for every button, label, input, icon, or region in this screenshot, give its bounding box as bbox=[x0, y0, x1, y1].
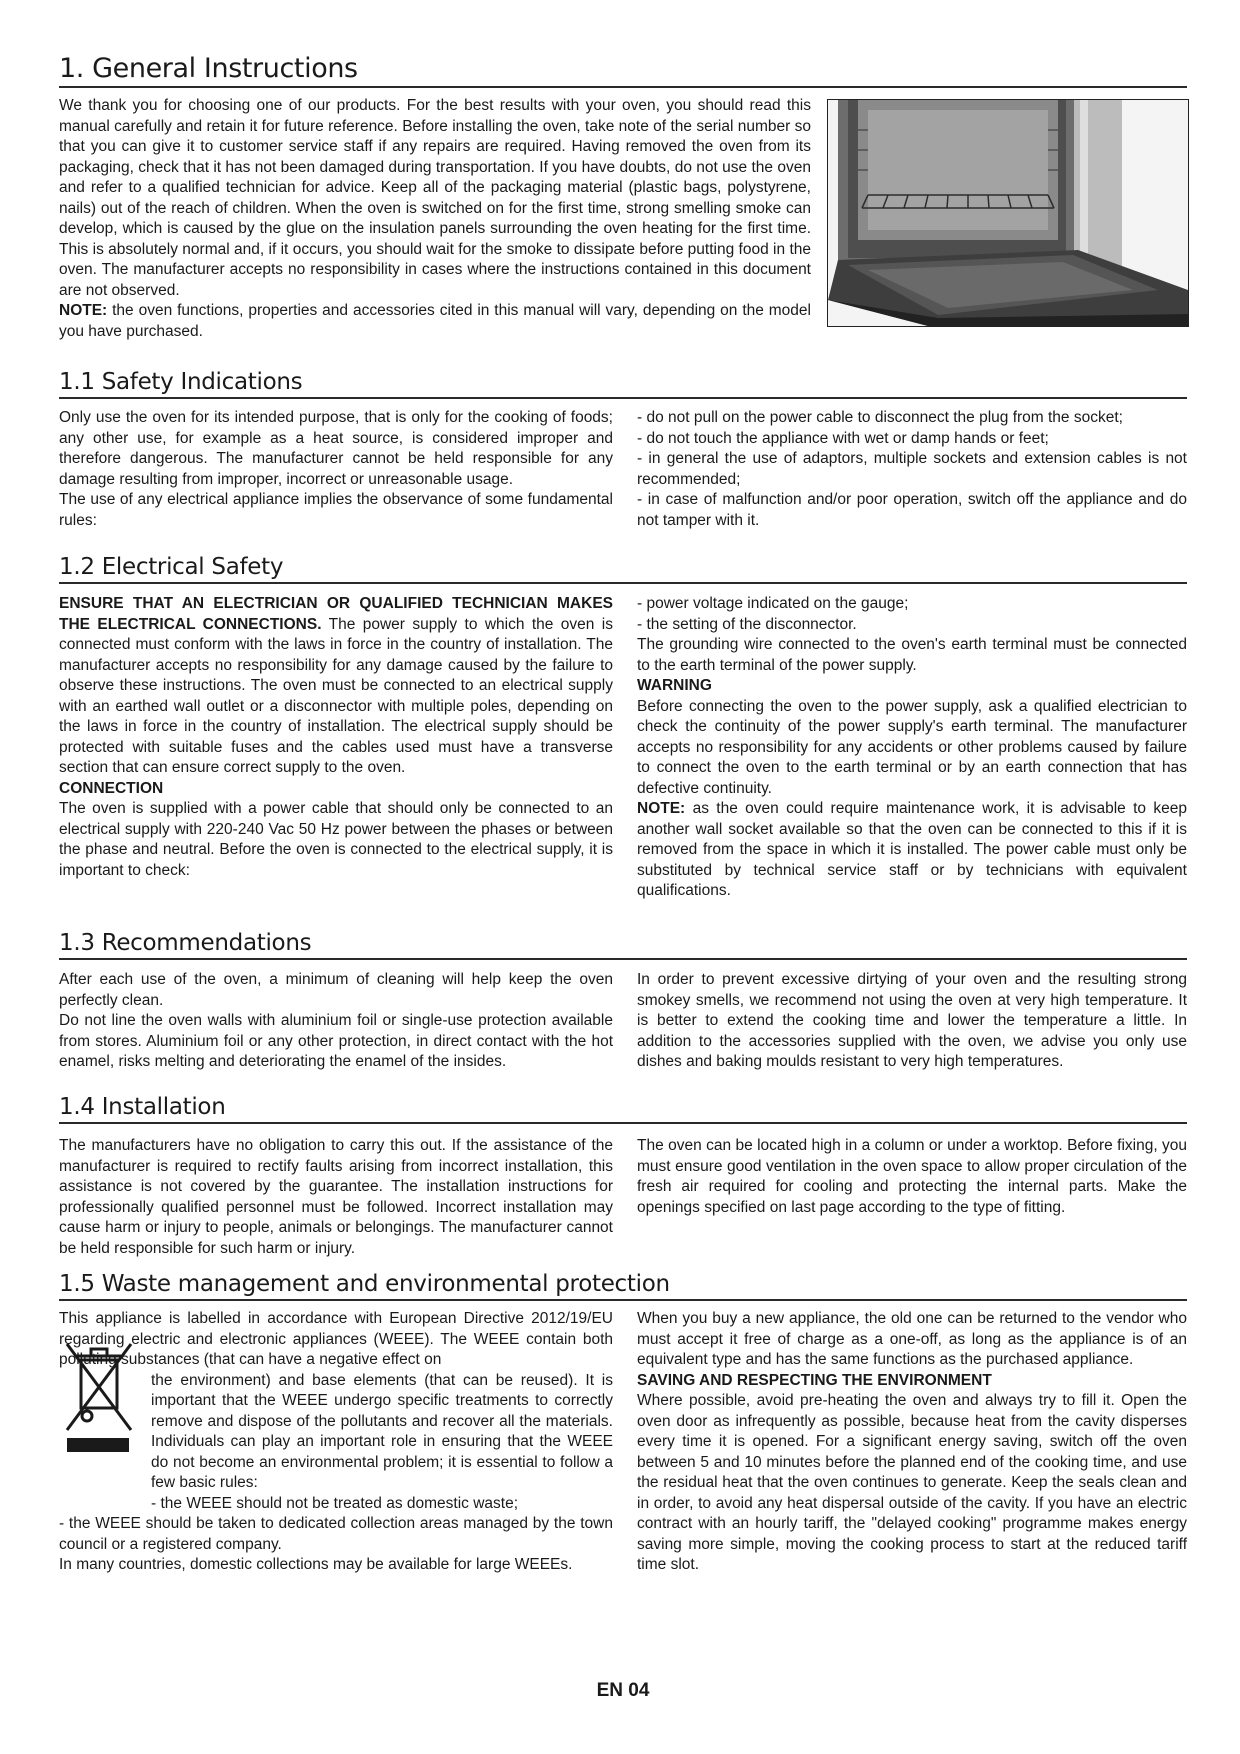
general-instructions-text bbox=[59, 96, 811, 342]
electrical-lead-bold: ENSURE THAT AN ELECTRICIAN OR QUALIFIED TECHNICIAN MAKES THE ELECTRICAL CONNECTIONS. bbox=[59, 595, 613, 633]
recommendations-right-column bbox=[637, 970, 1187, 1073]
note-label: NOTE: bbox=[637, 800, 686, 817]
safety-rule: - in case of malfunction and/or poor operation, switch off the appliance and do not tamper with it. bbox=[637, 491, 1187, 529]
recommendations-left-column bbox=[59, 970, 613, 1073]
grounding-text: The grounding wire connected to the oven's earth terminal must be connected to the earth terminal of the power supply. bbox=[637, 636, 1187, 674]
waste-left-top: This appliance is labelled in accordance with European Directive 2012/19/EU regarding electric and electronic appliances (WEEE). The WEEE contain both polluting substances (that can have a negative effect on bbox=[59, 1310, 613, 1368]
waste-heading: 1.5 Waste management and environmental protection bbox=[59, 1269, 1187, 1301]
connection-text: The oven is supplied with a power cable that should only be connected to an electrical supply with 220-240 Vac 50 Hz power between the phases or between the phase and neutral. Before the oven is connected to the electrical supply, it is important to check: bbox=[59, 800, 613, 879]
weee-crossed-bin-icon bbox=[59, 1336, 137, 1454]
note-text: the oven functions, properties and accessories cited in this manual will vary, depending on the model you have purchased. bbox=[59, 302, 811, 340]
electrical-right-column bbox=[637, 594, 1187, 902]
warning-label: WARNING bbox=[637, 677, 712, 694]
check-item: - power voltage indicated on the gauge; bbox=[637, 595, 909, 612]
safety-rule: - in general the use of adaptors, multiple sockets and extension cables is not recommended; bbox=[637, 450, 1187, 488]
waste-right-p2: Where possible, avoid pre-heating the oven and always try to fill it. Open the oven door as infrequently as possible, because heat from the cavity disperses every time it is opened. For a significant energy saving, switch off the oven between 5 and 10 minutes before the planned end of the cooking time, and use the residual heat that the oven continues to generate. Keep the seals clean and in order, to avoid any heat dispersal outside of the cavity. If you have an electric contract with an hourly tariff, the "delayed cooking" programme makes energy saving more simple, moving the cooking process to start at the reduced tariff time slot. bbox=[637, 1392, 1187, 1573]
installation-right-column bbox=[637, 1136, 1187, 1218]
oven-illustration bbox=[827, 99, 1189, 327]
electrical-note bbox=[637, 799, 1187, 902]
waste-rule: - the WEEE should not be treated as domestic waste; bbox=[151, 1494, 519, 1512]
installation-left-column bbox=[59, 1136, 613, 1259]
check-item: - the setting of the disconnector. bbox=[637, 615, 857, 633]
connection-label: CONNECTION bbox=[59, 779, 164, 797]
waste-left-wrap: the environment) and base elements (that can be reused). It is important that the WEEE undergo specific treatments to correctly remove and dispose of the pollutants and recover all the materials. Individuals can play an important role in ensuring that the WEEE do not become an environmental problem; it is essential to follow a few basic rules: bbox=[151, 1371, 613, 1491]
safety-right-column bbox=[637, 408, 1187, 531]
safety-left-p2: The use of any electrical appliance implies the observance of some fundamental rules: bbox=[59, 491, 613, 529]
waste-right-column bbox=[637, 1309, 1187, 1576]
recommendations-left-p2: Do not line the oven walls with aluminium foil or single-use protection available from stores. Aluminium foil or any other protection, in direct contact with the hot enamel, risks melting and deteriorating the enamel of the insides. bbox=[59, 1012, 613, 1070]
electrical-lead-text: The power supply to which the oven is connected must conform with the laws in force in the country of installation. The manufacturer accepts no responsibility for any damage caused by the failure to observe these instructions. The oven must be connected to an electrical supply with an earthed wall outlet or a disconnector with multiple poles, depending on the laws in force in the country of installation. The electrical supply should be protected with suitable fuses and the cables used must have a transverse section that can ensure correct supply to the oven. bbox=[59, 615, 613, 776]
installation-heading: 1.4 Installation bbox=[59, 1092, 1187, 1124]
electrical-left-column bbox=[59, 594, 613, 881]
electrical-lead bbox=[59, 594, 613, 779]
installation-left-text: The manufacturers have no obligation to carry this out. If the assistance of the manufacturer is required to rectify faults arising from incorrect installation, this assistance is not covered by the guarantee. The installation instructions for professionally qualified personnel must be followed. Incorrect installation may cause harm or injury to people, animals or belongings. The manufacturer cannot be held responsible for such harm or injury. bbox=[59, 1137, 613, 1257]
safety-heading: 1.1 Safety Indications bbox=[59, 367, 1187, 399]
safety-rule: - do not touch the appliance with wet or damp hands or feet; bbox=[637, 429, 1049, 447]
weee-symbol bbox=[59, 1336, 137, 1454]
general-note bbox=[59, 301, 811, 342]
waste-rule: - the WEEE should be taken to dedicated collection areas managed by the town council or a registered company. bbox=[59, 1515, 613, 1553]
electrical-heading: 1.2 Electrical Safety bbox=[59, 552, 1187, 584]
saving-label: SAVING AND RESPECTING THE ENVIRONMENT bbox=[637, 1371, 992, 1389]
waste-right-p1: When you buy a new appliance, the old one can be returned to the vendor who must accept it free of charge as a one-off, as long as the appliance is of an equivalent type and has the same functions as the purchased appliance. bbox=[637, 1310, 1187, 1368]
page-title: 1. General Instructions bbox=[59, 52, 1187, 88]
waste-left-last: In many countries, domestic collections may be available for large WEEEs. bbox=[59, 1556, 573, 1573]
recommendations-right-text: In order to prevent excessive dirtying of your oven and the resulting strong smokey smells, we recommend not using the oven at very high temperature. It is better to extend the cooking time and lower the temperature a little. In addition to the accessories supplied with the oven, we advise you only use dishes and baking moulds resistant to very high temperatures. bbox=[637, 971, 1187, 1070]
page-number: EN 04 bbox=[596, 1680, 650, 1701]
oven-drawing bbox=[828, 100, 1188, 326]
installation-right-text: The oven can be located high in a column or under a worktop. Before fixing, you must ensure good ventilation in the oven space to allow proper circulation of the fresh air required for cooling and protecting the internal parts. Make the openings specified on last page according to the type of fitting. bbox=[637, 1137, 1187, 1216]
note-text: as the oven could require maintenance work, it is advisable to keep another wall socket available so that the oven can be connected to this if it is removed from the space in which it is installed. The power cable must only be substituted by technical service staff or by technicians with equivalent qualifications. bbox=[637, 800, 1187, 899]
recommendations-left-p1: After each use of the oven, a minimum of cleaning will help keep the oven perfectly clean. bbox=[59, 971, 613, 1009]
safety-left-column bbox=[59, 408, 613, 531]
note-label: NOTE: bbox=[59, 302, 108, 319]
warning-text: Before connecting the oven to the power supply, ask a qualified electrician to check the continuity of the power supply's earth terminal. The manufacturer accepts no responsibility for any accidents or other problems caused by failure to connect the oven to the earth terminal or by an earth connection that has defective continuity. bbox=[637, 697, 1187, 797]
recommendations-heading: 1.3 Recommendations bbox=[59, 928, 1187, 960]
general-paragraph: We thank you for choosing one of our products. For the best results with your oven, you should read this manual carefully and retain it for future reference. Before installing the oven, take note of the serial number so that you can give it to customer service staff if any repairs are required. Having removed the oven from its packaging, check that it has not been damaged during transportation. If you have doubts, do not use the oven and refer to a qualified technician for advice. Keep all of the packaging material (plastic bags, polystyrene, nails) out of the reach of children. When the oven is switched on for the first time, strong smelling smoke can develop, which is caused by the glue on the insulation panels surrounding the oven heating for the first time. This is absolutely normal and, if it occurs, you should wait for the smoke to dissipate before putting food in the oven. The manufacturer accepts no responsibility in cases where the instructions contained in this document are not observed. bbox=[59, 97, 811, 299]
safety-left-p1: Only use the oven for its intended purpose, that is only for the cooking of foods; any other use, for example as a heat source, is considered improper and therefore dangerous. The manufacturer cannot be held responsible for any damage resulting from improper, incorrect or unreasonable usage. bbox=[59, 409, 613, 488]
waste-left-column bbox=[59, 1309, 613, 1576]
safety-rule: - do not pull on the power cable to disconnect the plug from the socket; bbox=[637, 409, 1123, 426]
